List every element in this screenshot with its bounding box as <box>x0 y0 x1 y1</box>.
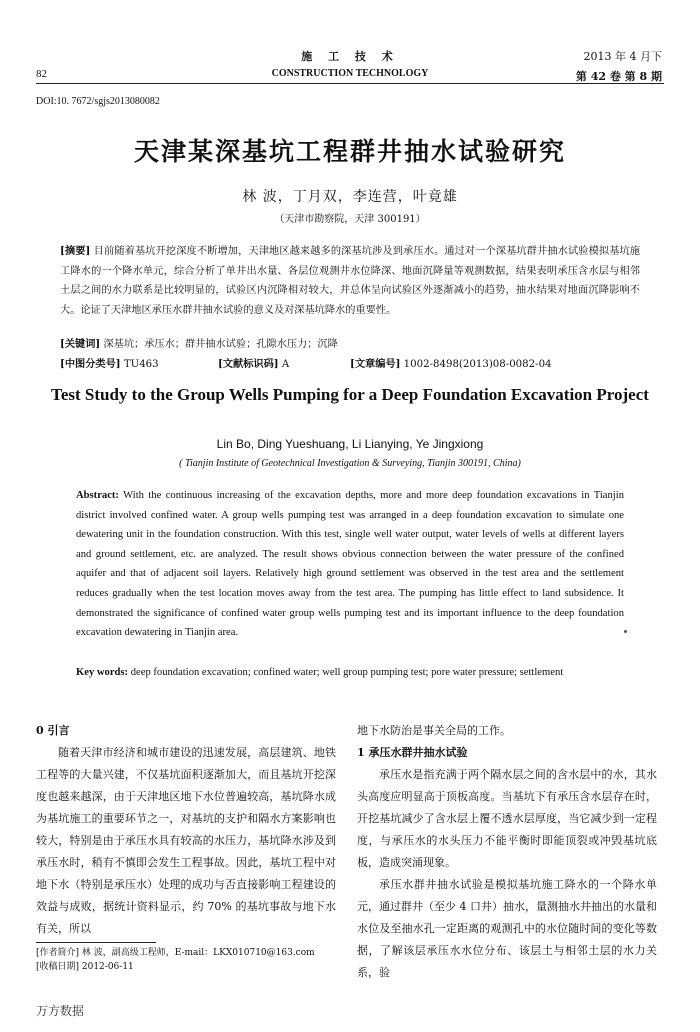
abstract-cn-label: [摘要] <box>60 245 91 257</box>
journal-title-cn: 施 工 技 术 <box>301 50 399 63</box>
body-column-left <box>36 720 336 940</box>
paper-title-en: Test Study to the Group Wells Pumping for a Deep Foundation Excavation Project <box>51 385 649 404</box>
section-0-title: 0 引言 <box>36 724 70 737</box>
keywords-en <box>76 663 624 683</box>
authors-cn: 林 波，丁月双，李连营，叶竟雄 <box>242 189 458 205</box>
affiliation-cn: （天津市勘察院，天津 300191） <box>274 214 426 225</box>
footnote-rule <box>36 942 156 943</box>
article-value: 1002-8498(2013)08-0082-04 <box>400 359 552 370</box>
author-bio: [作者简介] 林 波，副高级工程师，E-mail：LKX010710@163.com <box>36 948 315 958</box>
journal-title-en: CONSTRUCTION TECHNOLOGY <box>271 68 429 79</box>
issue-date: 2013 年 4 月下 <box>583 50 662 63</box>
keywords-en-label: Key words: <box>76 667 129 678</box>
footnote <box>36 946 336 974</box>
doc-code <box>218 355 289 370</box>
paper-title-cn: 天津某深基坑工程群井抽水试验研究 <box>133 137 566 166</box>
doc-value: A <box>278 359 290 370</box>
keywords-cn <box>60 335 640 355</box>
keywords-cn-text: 深基坑；承压水；群井抽水试验；孔隙水压力；沉降 <box>100 339 338 350</box>
article-code <box>350 355 552 370</box>
received-date: [收稿日期] 2012-06-11 <box>36 962 134 972</box>
abstract-en-text: With the continuous increasing of the excavation depths, more and more deep foundation excavations in Tianjin district involved confined water. A group wells pumping test was arranged in a deep foundation excavation to simulate one dewatering unit in the foundation construction. With this test, single well water output, water levels of wells at different layers and ground settlement, etc. are analyzed. The result shows obvious connection between the water pressure of the confined aquifer and that of adjacent soil layers. Relatively high ground settlement was observed in the test area and the settlement reduces gradually when the test location moves away from the test area. The pumping has little effect to land subsidence. It demonstrated the significance of confined water group wells pumping test and its important influence to the deep foundation excavation dewatering in Tianjin area. <box>76 490 624 639</box>
abstract-en-label: Abstract: <box>76 490 119 501</box>
section-0-continuation: 地下水防治是事关全局的工作。 <box>357 724 511 737</box>
abstract-cn <box>60 242 640 320</box>
doi: DOI:10. 7672/sgjs2013080082 <box>36 96 160 107</box>
header-rule <box>36 83 664 84</box>
article-label: [文章编号] <box>350 358 401 370</box>
watermark: 万方数据 <box>36 1004 85 1018</box>
volume-issue: 第 42 卷 第 8 期 <box>575 70 662 83</box>
section-1-paragraph-2: 承压水群井抽水试验是模拟基坑施工降水的一个降水单元，通过群井（至少 4 口井）抽水，量测抽水井抽出的水量和水位及至抽水孔一定距离的观测孔中的水位随时间的变化等数据，了解该层承压水水位分布、该层土与相邻土层的水力关系，验 <box>357 878 657 979</box>
section-1-title: 1 承压水群井抽水试验 <box>357 746 468 759</box>
abstract-en <box>76 486 624 643</box>
authors-en: Lin Bo, Ding Yueshuang, Li Lianying, Ye Jingxiong <box>216 437 484 451</box>
affiliation-en: ( Tianjin Institute of Geotechnical Investigation & Surveying, Tianjin 300191, China) <box>179 458 521 469</box>
body-column-right <box>357 720 657 984</box>
clc-value: TU463 <box>120 359 159 370</box>
clc-code <box>60 355 159 370</box>
abstract-cn-text: 目前随着基坑开挖深度不断增加，天津地区越来越多的深基坑涉及到承压水。通过对一个深基坑群井抽水试验模拟基坑施工降水的一个降水单元，综合分析了单井出水量、各层位观测井水位降深、地面沉降量等观测数据，结果表明承压含水层与相邻土层之间的水力联系是比较明显的，试验区内沉降相对较大，并总体呈向试验区外逐渐减小的趋势，抽水结果对地面沉降影响不大。论证了天津地区承压水群井抽水试验的意义及对深基坑降水的重要性。 <box>60 246 641 316</box>
clc-label: [中图分类号] <box>60 358 121 370</box>
keywords-en-text: deep foundation excavation; confined water; well group pumping test; pore water pressure; settlement <box>128 667 564 678</box>
section-1-paragraph-1: 承压水是指充满于两个隔水层之间的含水层中的水，其水头高度应明显高于顶板高度。当基坑下有承压含水层存在时，开挖基坑减少了含水层上覆不透水层厚度，当它减少到一定程度，与承压水的水头压力不能平衡时即能顶裂或冲毁基坑底板，造成突涌现象。 <box>357 768 657 869</box>
section-0-paragraph: 随着天津市经济和城市建设的迅速发展，高层建筑、地铁工程等的大量兴建，不仅基坑面积逐渐加大，而且基坑开挖深度也越来越深，由于天津地区地下水位普遍较高，基坑降水成为基坑施工的重要环节之一，对基坑的支护和隔水方案影响也较大，特别是由于承压水具有较高的水压力，基坑降水涉及到承压水时，稍有不慎即会发生工程事故。因此，基坑工程中对地下水（特别是承压水）处理的成功与否直接影响工程建设的效益与成败，据统计资料显示，约 70% 的基坑事故与地下水有关，所以 <box>36 746 336 935</box>
doc-label: [文献标识码] <box>218 358 279 370</box>
margin-dot <box>624 630 627 633</box>
keywords-cn-label: [关键词] <box>60 338 101 350</box>
page-number: 82 <box>36 68 47 80</box>
